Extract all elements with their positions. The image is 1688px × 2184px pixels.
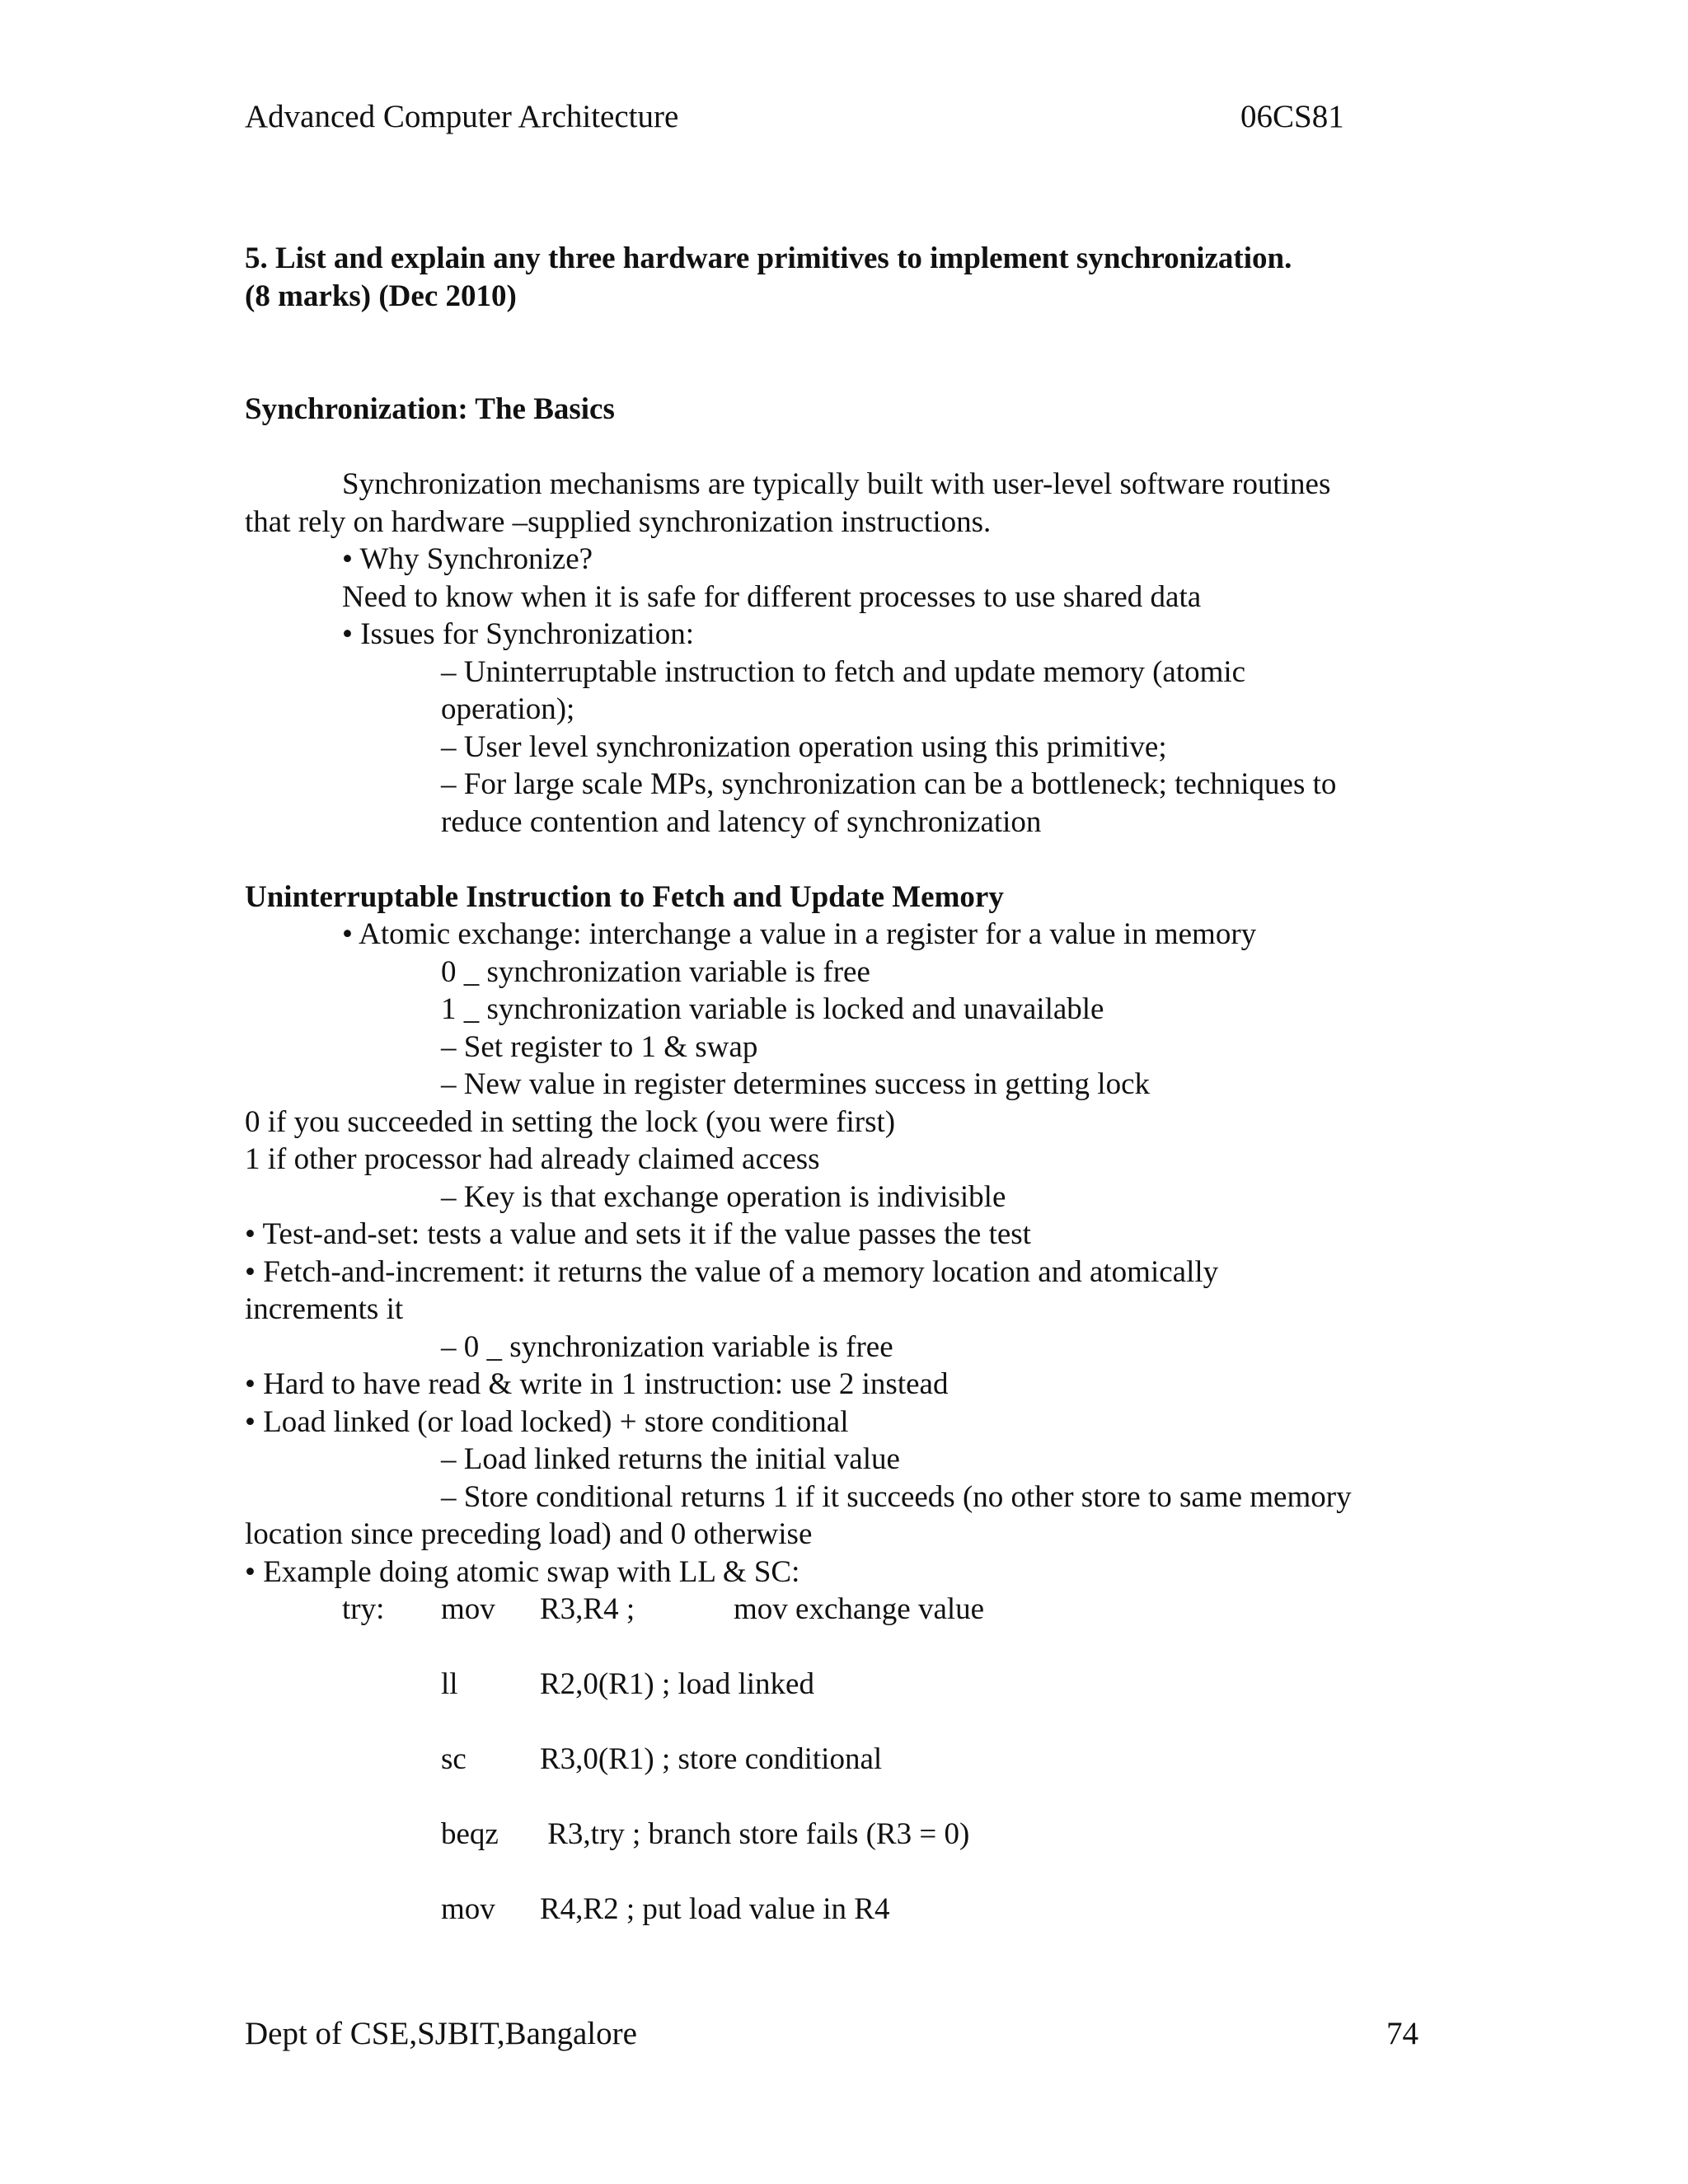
list-item: • Hard to have read & write in 1 instruction: use 2 instead — [245, 1367, 949, 1401]
paragraph-line: Need to know when it is safe for different processes to use shared data — [342, 580, 1202, 614]
question-line-1: 5. List and explain any three hardware primitives to implement synchronization. — [245, 241, 1292, 275]
code-operands: R3,R4 ; — [540, 1592, 635, 1626]
page-header — [245, 92, 1345, 142]
code-operands: R3,0(R1) ; store conditional — [540, 1742, 883, 1776]
list-item: increments it — [245, 1292, 404, 1326]
list-item: • Example doing atomic swap with LL & SC: — [245, 1555, 800, 1589]
paragraph-line: Synchronization mechanisms are typically built with user-level software routines — [342, 467, 1331, 501]
list-item: – Set register to 1 & swap — [441, 1030, 758, 1064]
list-item: • Test-and-set: tests a value and sets it if the value passes the test — [245, 1217, 1031, 1251]
list-item: – Load linked returns the initial value — [441, 1442, 900, 1476]
list-item: 1 if other processor had already claimed access — [245, 1142, 820, 1176]
code-operands: R2,0(R1) ; load linked — [540, 1667, 814, 1701]
code-opcode: mov — [441, 1592, 495, 1626]
code-row — [342, 1891, 1084, 1929]
list-item: – 0 _ synchronization variable is free — [441, 1330, 893, 1364]
issue-item: – User level synchronization operation using this primitive; — [441, 730, 1167, 764]
issue-item: reduce contention and latency of synchronization — [441, 805, 1042, 839]
bullet-why-synchronize: • Why Synchronize? — [342, 542, 593, 576]
list-item: 0 _ synchronization variable is free — [441, 955, 870, 989]
list-item: 1 _ synchronization variable is locked and unavailable — [441, 992, 1104, 1026]
list-item: – New value in register determines success in getting lock — [441, 1067, 1150, 1101]
list-item: – Store conditional returns 1 if it succeeds (no other store to same memory — [441, 1480, 1352, 1514]
list-item: 0 if you succeeded in setting the lock (you were first) — [245, 1105, 896, 1139]
list-item: • Load linked (or load locked) + store conditional — [245, 1405, 849, 1439]
code-opcode: mov — [441, 1892, 495, 1926]
bullet-issues: • Issues for Synchronization: — [342, 617, 695, 651]
code-operands: R3,try ; branch store fails (R3 = 0) — [540, 1817, 970, 1851]
issue-item: operation); — [441, 692, 575, 726]
code-operands: R4,R2 ; put load value in R4 — [540, 1892, 890, 1926]
code-comment: mov exchange value — [734, 1592, 985, 1626]
question-line-2: (8 marks) (Dec 2010) — [245, 279, 517, 313]
section-heading-uninterruptable: Uninterruptable Instruction to Fetch and Update Memory — [245, 880, 1004, 914]
issue-item: – Uninterruptable instruction to fetch and update memory (atomic — [441, 655, 1246, 689]
code-row — [342, 1816, 1084, 1854]
section-heading-basics: Synchronization: The Basics — [245, 392, 615, 426]
code-label: try: — [342, 1592, 385, 1626]
header-title: Advanced Computer Architecture — [245, 99, 679, 134]
code-opcode: ll — [441, 1667, 458, 1701]
code-opcode: beqz — [441, 1817, 499, 1851]
list-item: – Key is that exchange operation is indivisible — [441, 1180, 1006, 1214]
code-row — [342, 1591, 1084, 1629]
page-footer — [245, 2009, 1418, 2059]
footer-department: Dept of CSE,SJBIT,Bangalore — [245, 2016, 637, 2051]
code-opcode: sc — [441, 1742, 467, 1776]
page-number: 74 — [1386, 2016, 1418, 2051]
paragraph-line: that rely on hardware –supplied synchronization instructions. — [245, 505, 992, 539]
code-row — [342, 1666, 1084, 1704]
code-row — [342, 1741, 1084, 1779]
list-item: • Atomic exchange: interchange a value in a register for a value in memory — [342, 917, 1257, 951]
header-course-code: 06CS81 — [1240, 99, 1344, 134]
list-item: • Fetch-and-increment: it returns the value of a memory location and atomically — [245, 1255, 1219, 1289]
issue-item: – For large scale MPs, synchronization can be a bottleneck; techniques to — [441, 767, 1337, 801]
list-item: location since preceding load) and 0 otherwise — [245, 1517, 813, 1551]
